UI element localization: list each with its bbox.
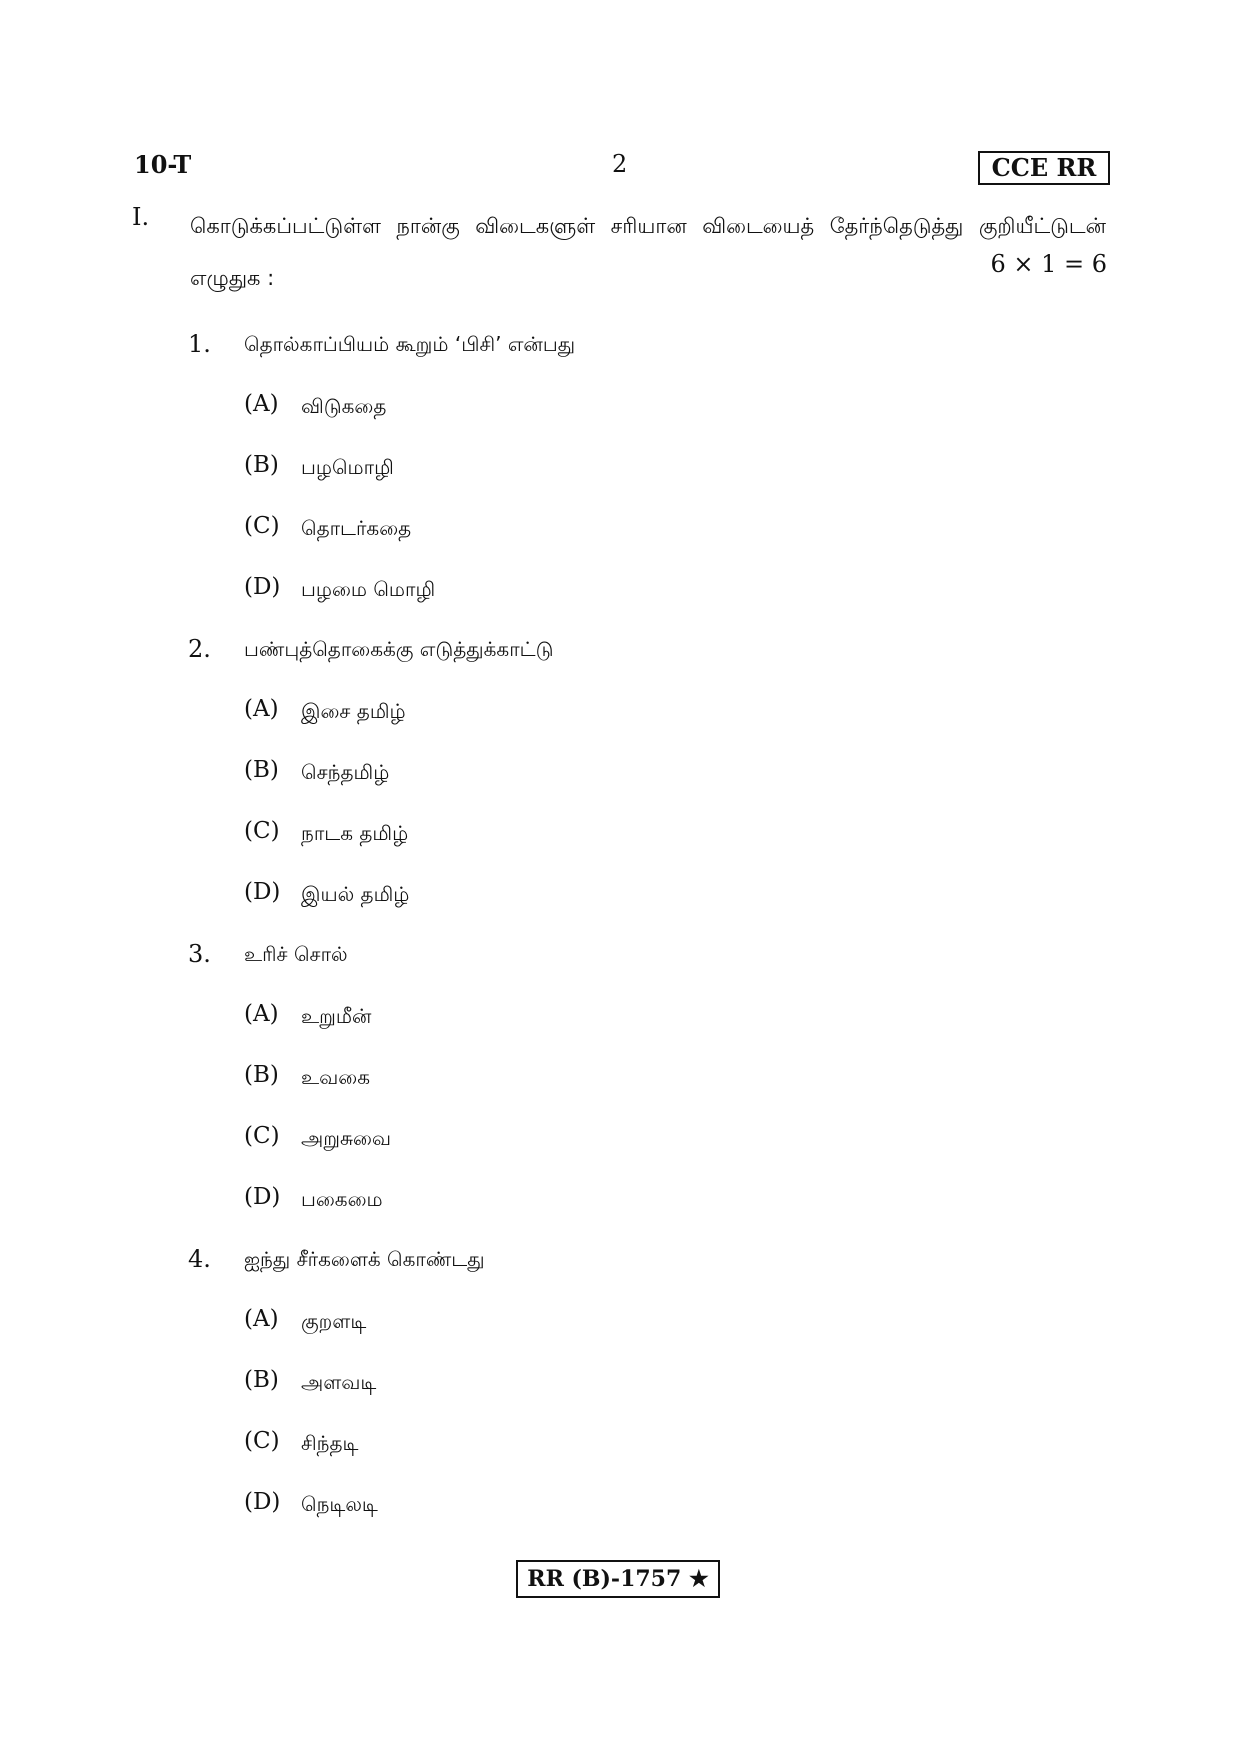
option-2a: [0, 696, 1241, 736]
question-number: 4.: [188, 1245, 211, 1273]
option-text: உவகை: [301, 1065, 371, 1089]
option-label: (C): [244, 1428, 280, 1454]
question-number: 3.: [188, 940, 211, 968]
question-number: 1.: [188, 330, 211, 358]
option-2c: [0, 818, 1241, 858]
section-instruction: கொடுக்கப்பட்டுள்ள நான்கு விடைகளுள் சரியான விடையைத் தேர்ந்தெடுத்து குறியீட்டுடன் எழுதுக :: [190, 214, 1106, 290]
option-label: (A): [244, 1306, 279, 1332]
section-marks: 6 × 1 = 6: [990, 250, 1107, 278]
option-2b: [0, 757, 1241, 797]
option-1c: [0, 513, 1241, 553]
series-box: CCE RR: [978, 151, 1110, 185]
option-label: (C): [244, 1123, 280, 1149]
option-text: அளவடி: [301, 1370, 377, 1394]
option-1d: [0, 574, 1241, 614]
question-number: 2.: [188, 635, 211, 663]
option-1b: [0, 452, 1241, 492]
question-text: பண்புத்தொகைக்கு எடுத்துக்காட்டு: [244, 637, 554, 661]
option-label: (A): [244, 1001, 279, 1027]
option-text: இசை தமிழ்: [301, 699, 406, 723]
question-2: [0, 635, 1241, 675]
option-label: (B): [244, 1062, 279, 1088]
option-label: (D): [244, 574, 281, 600]
option-1a: [0, 391, 1241, 431]
question-4: [0, 1245, 1241, 1285]
option-4b: [0, 1367, 1241, 1407]
option-4c: [0, 1428, 1241, 1468]
option-text: இயல் தமிழ்: [301, 882, 410, 906]
question-text: தொல்காப்பியம் கூறும் ‘பிசி’ என்பது: [244, 332, 576, 356]
option-text: சிந்தடி: [301, 1431, 359, 1455]
option-3b: [0, 1062, 1241, 1102]
option-text: பழமை மொழி: [301, 577, 436, 601]
paper-code: 10-T: [134, 150, 192, 179]
option-2d: [0, 879, 1241, 919]
option-label: (D): [244, 879, 281, 905]
option-text: தொடர்கதை: [301, 516, 412, 540]
option-3a: [0, 1001, 1241, 1041]
section-number: I.: [132, 203, 150, 231]
option-text: விடுகதை: [301, 394, 387, 418]
question-text: ஐந்து சீர்களைக் கொண்டது: [244, 1247, 485, 1271]
option-3d: [0, 1184, 1241, 1224]
option-label: (B): [244, 757, 279, 783]
option-3c: [0, 1123, 1241, 1163]
option-text: பகைமை: [301, 1187, 383, 1211]
option-text: நெடிலடி: [301, 1492, 378, 1516]
question-1: [0, 330, 1241, 370]
option-label: (C): [244, 513, 280, 539]
option-text: செந்தமிழ்: [301, 760, 390, 784]
question-3: [0, 940, 1241, 980]
option-label: (C): [244, 818, 280, 844]
option-label: (A): [244, 391, 279, 417]
option-label: (B): [244, 1367, 279, 1393]
footer-code-box: RR (B)-1757 ★: [516, 1560, 720, 1598]
option-label: (D): [244, 1184, 281, 1210]
question-text: உரிச் சொல்: [244, 942, 348, 966]
option-text: நாடக தமிழ்: [301, 821, 409, 845]
option-4a: [0, 1306, 1241, 1346]
option-text: குறளடி: [301, 1309, 367, 1333]
option-label: (D): [244, 1489, 281, 1515]
option-4d: [0, 1489, 1241, 1529]
option-text: உறுமீன்: [301, 1004, 372, 1028]
page-number: 2: [612, 150, 628, 178]
option-text: பழமொழி: [301, 455, 394, 479]
option-label: (B): [244, 452, 279, 478]
option-label: (A): [244, 696, 279, 722]
option-text: அறுசுவை: [301, 1126, 392, 1150]
